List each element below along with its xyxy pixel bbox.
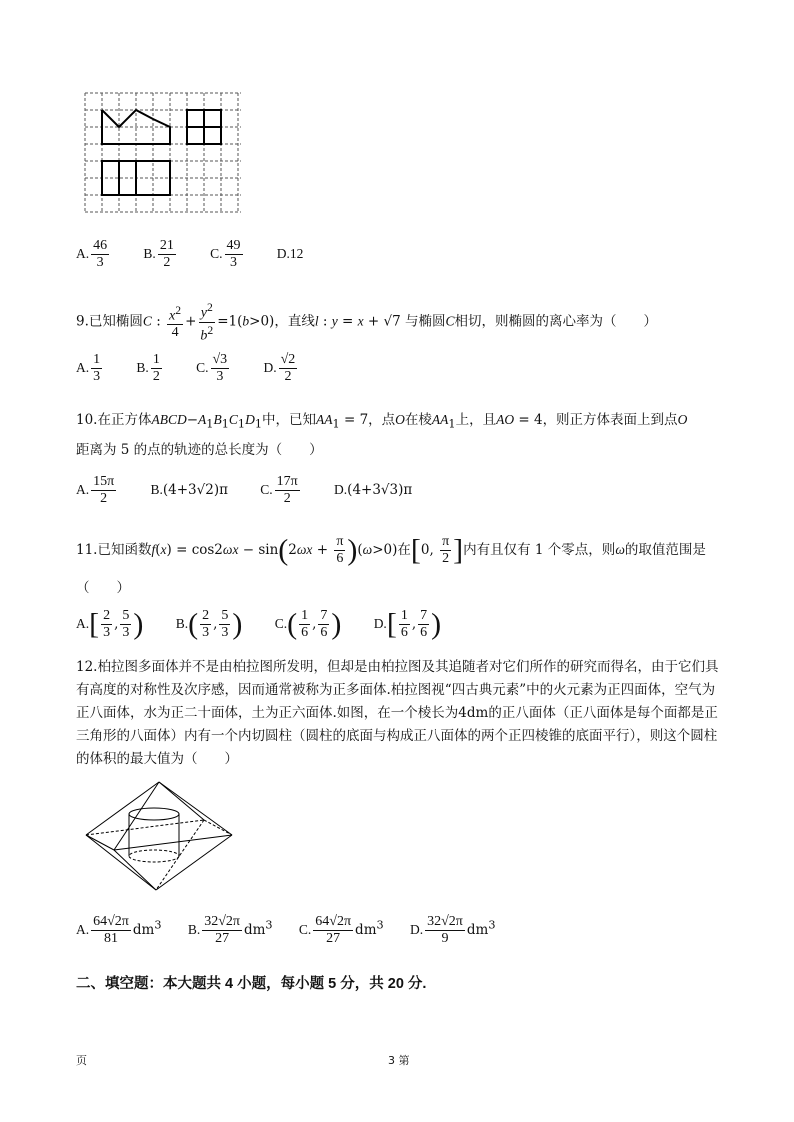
q8-option-a[interactable]: A. $\frac{46}{3}$ <box>76 238 108 270</box>
q11-options <box>76 608 469 641</box>
octahedron-figure <box>84 780 234 892</box>
q10-options <box>76 474 440 507</box>
q11-question: 11.已知函数f(x) = cos2ωx − sin(2ωx + $\frac{\pi}{6}$ )(ω>0)在[0, $\frac{\pi}{2}$ ]内有且仅有 1 个零点，则ω的取值范围是 <box>76 533 706 567</box>
q11-option-d[interactable]: D.[ $\frac{1}{6}$ , $\frac{7}{6}$ ) <box>373 607 442 641</box>
q12-option-b[interactable]: B. $\frac{32√2\pi}{27}$ $dm^3$ <box>187 914 273 946</box>
footer-left: 页 <box>76 1054 87 1067</box>
q11-option-c[interactable]: C.( $\frac{1}{6}$ , $\frac{7}{6}$ ) <box>274 607 342 641</box>
q10-option-c[interactable]: C. $\frac{17\pi}{2}$ <box>260 474 298 506</box>
q8-option-b[interactable]: B. $\frac{21}{2}$ <box>143 238 174 270</box>
q12-question: 12.柏拉图多面体并不是由柏拉图所发明，但却是由柏拉图及其追随者对它们所作的研究而得名，由于它们具有高度的对称性及次序感，因而通常被称为正多面体.柏拉图视“四古典元素”中的火元素为正四面体，空气为正八面体，水为正二十面体，土为正六面体.如图，在一个棱长为4dm的正八面体（正八面体是每个面都是正三角形的八面体）内有一个内切圆柱（圆柱的底面与构成正八面体的两个正四棱锥的底面平行），则这个圆柱的体积的最大值为（ ） <box>76 659 719 767</box>
q9-options <box>76 352 327 385</box>
q10-option-b[interactable]: B.(4+3√2)π <box>150 482 228 498</box>
q12-option-a[interactable]: A. $\frac{64√2\pi}{81}$ $dm^3$ <box>76 914 162 946</box>
three-view-figure <box>84 92 242 214</box>
q9-option-b[interactable]: B. $\frac{1}{2}$ <box>136 352 160 384</box>
q8-option-d[interactable]: D.12 <box>276 246 304 261</box>
q9-question: 9.已知椭圆C : $\frac{x^2}{4}$ + $\frac{y^2}{b^2}$ =1(b>0)，直线l : y = x + √7 与椭圆C相切，则椭圆的离心率为（ ） <box>76 301 658 344</box>
q11-option-a[interactable]: A.[ $\frac{2}{3}$ , $\frac{5}{3}$ ) <box>76 607 144 641</box>
footer-page-number: 3 第 <box>388 1054 410 1067</box>
q8-option-c[interactable]: C. $\frac{49}{3}$ <box>210 238 241 270</box>
q10-option-a[interactable]: A. $\frac{15\pi}{2}$ <box>76 474 115 506</box>
q12-options <box>76 914 523 947</box>
q8-options <box>76 238 331 271</box>
q9-option-a[interactable]: A. $\frac{1}{3}$ <box>76 352 101 384</box>
q10-question: 10.在正方体$ABCD-A_1B_1C_1D_1$中，已知$AA_1 = 7$，点O在棱$AA_1$上，且AO = 4，则正方体表面上到点O <box>76 412 688 431</box>
q9-option-d[interactable]: D. $\frac{√2}{2}$ <box>263 352 296 384</box>
section-heading: 二、填空题：本大题共 4 小题，每小题 5 分，共 20 分. <box>76 976 427 992</box>
q11-paren: （ ） <box>76 580 130 596</box>
q9-option-c[interactable]: C. $\frac{√3}{3}$ <box>196 352 228 384</box>
q10-option-d[interactable]: D.(4+3√3)π <box>334 482 413 498</box>
q12-option-c[interactable]: C. $\frac{64√2\pi}{27}$ $dm^3$ <box>298 914 384 946</box>
q12-option-d[interactable]: D. $\frac{32√2\pi}{9}$ $dm^3$ <box>409 914 496 946</box>
q11-option-b[interactable]: B.( $\frac{2}{3}$ , $\frac{5}{3}$ ) <box>175 607 243 641</box>
q10-question-line2: 距离为 5 的点的轨迹的总长度为（ ） <box>76 442 323 458</box>
